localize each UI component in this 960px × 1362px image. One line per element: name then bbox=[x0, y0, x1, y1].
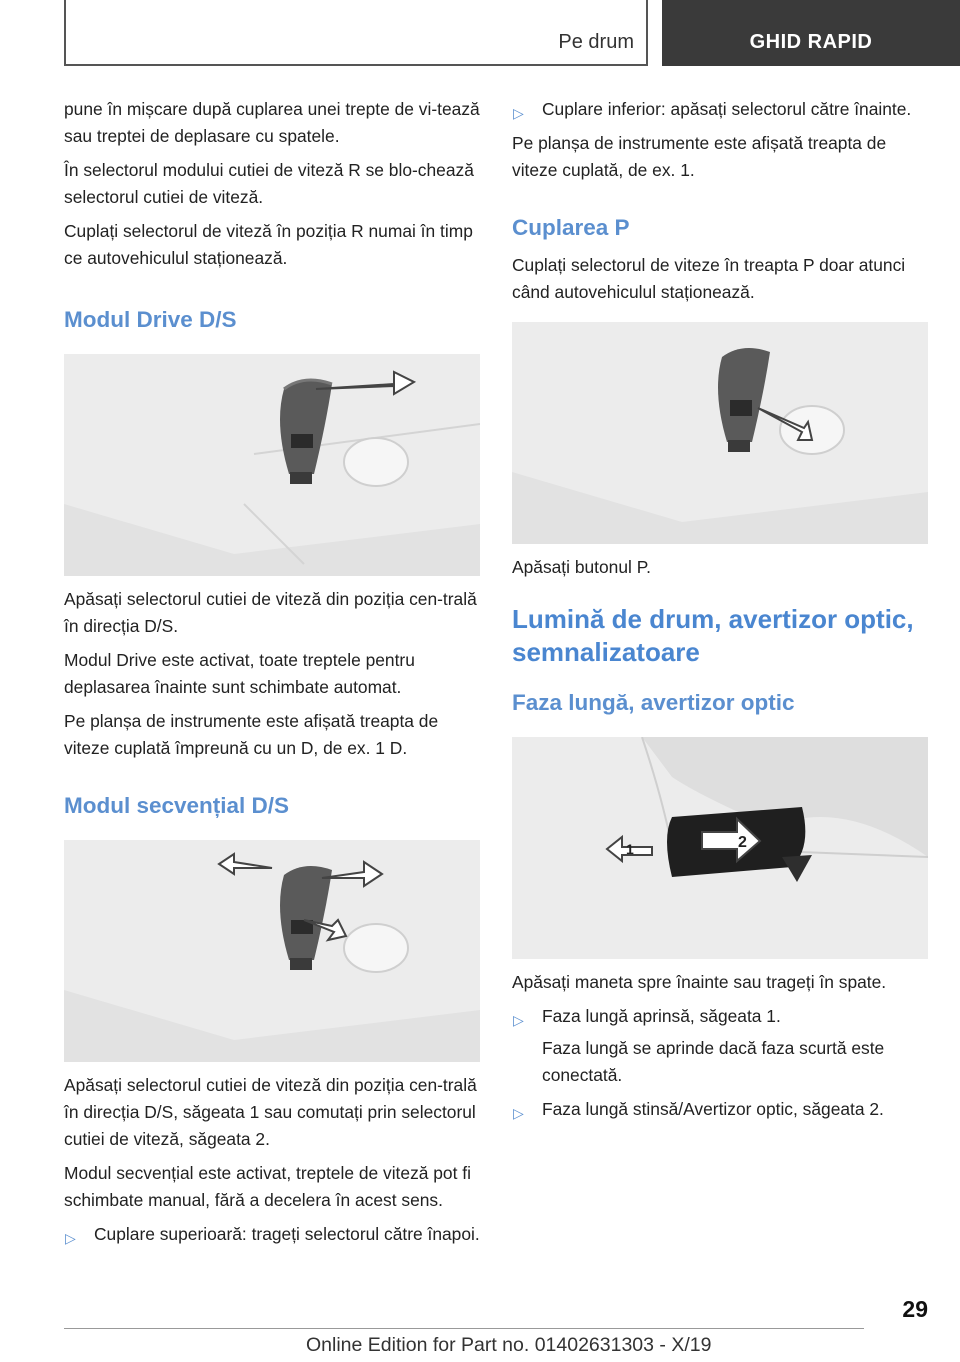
list-item bbox=[512, 96, 928, 123]
figure-selector-park bbox=[512, 322, 928, 544]
paragraph: Cuplați selectorul de viteză în poziția R numai în timp ce autovehiculul staționează. bbox=[64, 221, 473, 268]
list-item-text: Faza lungă stinsă/Avertizor optic, săgeata 2. bbox=[542, 1099, 884, 1119]
header-badge: GHID RAPID bbox=[662, 0, 960, 66]
left-column bbox=[64, 96, 480, 1255]
paragraph: Apăsați butonul P. bbox=[512, 557, 651, 577]
page-header bbox=[64, 0, 960, 66]
figure-selector-drive bbox=[64, 354, 480, 576]
edition-note: Online Edition for Part no. 01402631303 - X/19 bbox=[306, 1334, 712, 1356]
arrow-1-label: 1 bbox=[626, 841, 634, 857]
paragraph: Modul Drive este activat, toate treptele pentru deplasarea înainte sunt schimbate automat. bbox=[64, 650, 415, 697]
paragraph: Apăsați selectorul cutiei de viteză din poziția cen-trală în direcția D/S, săgeata 1 sau comutați prin selectorul cutiei de viteză, săgeata 2. bbox=[64, 1075, 477, 1149]
chapter-heading bbox=[512, 603, 928, 669]
list-item bbox=[512, 1003, 928, 1089]
section-heading-sequential: Modul secvențial D/S bbox=[64, 793, 290, 818]
list-item-text: Faza lungă aprinsă, săgeata 1. bbox=[542, 1006, 781, 1026]
triangle-bullet-icon: ▷ bbox=[513, 1105, 524, 1121]
list-item-text: Cuplare inferior: apăsați selectorul către înainte. bbox=[542, 99, 912, 119]
right-column bbox=[512, 96, 928, 1130]
paragraph: Apăsați maneta spre înainte sau trageți în spate. bbox=[512, 972, 887, 992]
section-heading-park: Cuplarea P bbox=[512, 215, 630, 240]
gear-selector-arrows-illustration bbox=[64, 840, 480, 1062]
gear-selector-illustration bbox=[64, 354, 480, 576]
triangle-bullet-icon: ▷ bbox=[65, 1230, 76, 1246]
list-item-text: Cuplare superioară: trageți selectorul către înapoi. bbox=[94, 1224, 480, 1244]
paragraph: Pe planșa de instrumente este afișată treapta de viteze cuplată împreună cu un D, de ex. 1 D. bbox=[64, 711, 439, 758]
figure-high-beam-lever bbox=[512, 737, 928, 959]
list-item bbox=[64, 1221, 480, 1248]
page-number: 29 bbox=[902, 1296, 928, 1322]
arrow-2-label: 2 bbox=[738, 834, 747, 851]
footer-divider bbox=[64, 1328, 864, 1329]
turn-signal-lever-illustration bbox=[512, 737, 928, 959]
paragraph: Pe planșa de instrumente este afișată treapta de viteze cuplată, de ex. 1. bbox=[512, 133, 887, 180]
header-section-title: Pe drum bbox=[558, 31, 634, 53]
section-heading-high-beam: Faza lungă, avertizor optic bbox=[512, 690, 795, 715]
paragraph: Modul secvențial este activat, treptele de viteză pot fi schimbate manual, fără a decelera în acest sens. bbox=[64, 1163, 471, 1210]
list-item bbox=[512, 1096, 928, 1123]
paragraph: În selectorul modului cutiei de viteză R se blo-chează selectorul cutiei de viteză. bbox=[64, 160, 474, 207]
section-heading-drive: Modul Drive D/S bbox=[64, 307, 237, 332]
paragraph: pune în mișcare după cuplarea unei trepte de vi-tează sau treptei de deplasare cu spatele. bbox=[64, 99, 480, 146]
park-button-illustration bbox=[512, 322, 928, 544]
list-item-subtext: Faza lungă se aprinde dacă faza scurtă este conectată. bbox=[542, 1038, 885, 1085]
paragraph: Cuplați selectorul de viteze în treapta P doar atunci când autovehiculul staționează. bbox=[512, 255, 906, 302]
chapter-heading-line: semnalizatoare bbox=[512, 637, 700, 667]
triangle-bullet-icon: ▷ bbox=[513, 1012, 524, 1028]
paragraph: Apăsați selectorul cutiei de viteză din poziția cen-trală în direcția D/S. bbox=[64, 589, 477, 636]
figure-selector-sequential bbox=[64, 840, 480, 1062]
chapter-heading-line: Lumină de drum, avertizor optic, bbox=[512, 604, 914, 634]
triangle-bullet-icon: ▷ bbox=[513, 105, 524, 121]
